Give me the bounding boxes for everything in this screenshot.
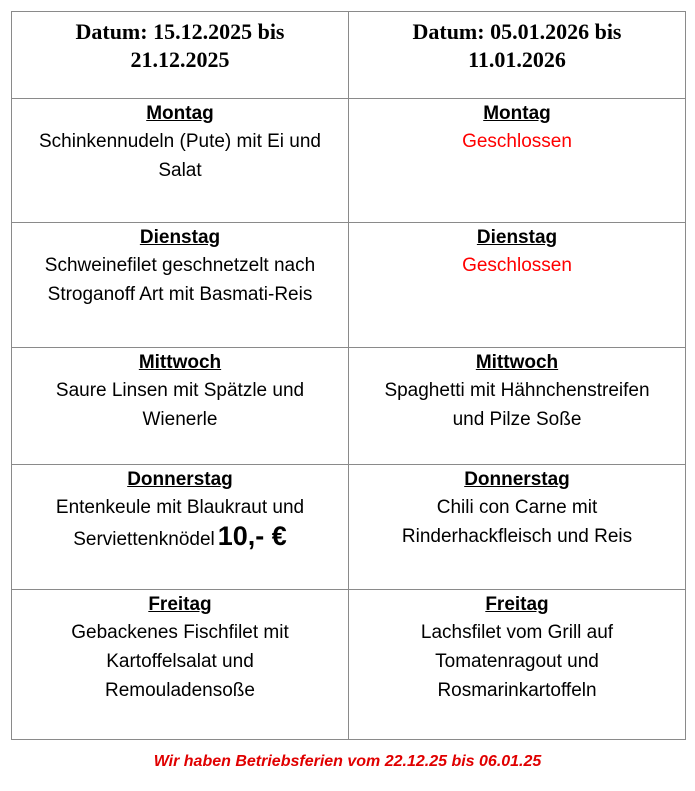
monday-row xyxy=(12,99,686,223)
dish-line: Lachsfilet vom Grill auf xyxy=(420,622,614,643)
day-name: Freitag xyxy=(485,594,549,615)
dish-line: Salat xyxy=(158,160,202,181)
dish-line: und Pilze Soße xyxy=(452,409,582,430)
dish-line: Kartoffelsalat und xyxy=(106,651,254,672)
dish-text xyxy=(12,376,348,434)
day-name: Mittwoch xyxy=(475,352,559,373)
dish-line: Spaghetti mit Hähnchenstreifen xyxy=(384,380,650,401)
day-name: Montag xyxy=(483,103,551,124)
day-name: Dienstag xyxy=(139,227,221,248)
dish-text xyxy=(12,493,348,554)
friday-row xyxy=(12,590,686,740)
dish-line: Wienerle xyxy=(142,409,218,430)
week-2-header xyxy=(349,12,686,99)
dish-line: Chili con Carne mit xyxy=(436,497,598,518)
dish-text xyxy=(349,376,685,434)
dish-text xyxy=(349,493,685,551)
week-1-thursday-cell xyxy=(12,465,349,590)
header-row xyxy=(12,12,686,99)
thursday-row xyxy=(12,465,686,590)
week-2-thursday-cell xyxy=(349,465,686,590)
dish-line: Serviettenknödel xyxy=(73,529,215,550)
week-1-date-line2: 21.12.2025 xyxy=(130,47,230,72)
dish-text xyxy=(12,251,348,309)
week-1-tuesday-cell xyxy=(12,223,349,348)
day-name: Montag xyxy=(146,103,214,124)
dish-line: Gebackenes Fischfilet mit xyxy=(71,622,289,643)
week-1-header xyxy=(12,12,349,99)
dish-line: Schweinefilet geschnetzelt nach xyxy=(44,255,316,276)
dish-line: Saure Linsen mit Spätzle und xyxy=(55,380,305,401)
dish-line: Entenkeule mit Blaukraut und xyxy=(55,497,305,518)
dish-line: Stroganoff Art mit Basmati-Reis xyxy=(47,284,313,305)
holiday-notice: Wir haben Betriebsferien vom 22.12.25 bis 06.01.25 xyxy=(153,753,542,770)
closed-text xyxy=(349,251,685,280)
dish-line: Geschlossen xyxy=(462,131,572,152)
week-2-date-line1: Datum: 05.01.2026 bis xyxy=(412,19,622,44)
closed-text xyxy=(349,127,685,156)
day-name: Dienstag xyxy=(476,227,558,248)
day-name: Donnerstag xyxy=(127,469,233,490)
day-name: Donnerstag xyxy=(464,469,570,490)
dish-line: Schinkennudeln (Pute) mit Ei und xyxy=(39,131,321,152)
week-1-monday-cell xyxy=(12,99,349,223)
week-1-wednesday-cell xyxy=(12,348,349,465)
dish-text xyxy=(349,618,685,705)
dish-text xyxy=(12,127,348,185)
dish-line: Tomatenragout und xyxy=(435,651,599,672)
week-2-friday-cell xyxy=(349,590,686,740)
dish-text xyxy=(12,618,348,705)
week-2-tuesday-cell xyxy=(349,223,686,348)
day-name: Freitag xyxy=(148,594,212,615)
dish-line-with-price xyxy=(18,522,342,554)
dish-line: Rinderhackfleisch und Reis xyxy=(401,526,633,547)
week-2-wednesday-cell xyxy=(349,348,686,465)
tuesday-row xyxy=(12,223,686,348)
week-1-friday-cell xyxy=(12,590,349,740)
wednesday-row xyxy=(12,348,686,465)
dish-line: Geschlossen xyxy=(462,255,572,276)
week-2-monday-cell xyxy=(349,99,686,223)
week-2-date-line2: 11.01.2026 xyxy=(468,47,566,72)
day-name: Mittwoch xyxy=(138,352,222,373)
week-1-date-line1: Datum: 15.12.2025 bis xyxy=(75,19,285,44)
menu-table xyxy=(11,11,686,740)
price-label: 10,- € xyxy=(217,521,287,551)
dish-line: Rosmarinkartoffeln xyxy=(437,680,597,701)
dish-line: Remouladensoße xyxy=(105,680,255,701)
